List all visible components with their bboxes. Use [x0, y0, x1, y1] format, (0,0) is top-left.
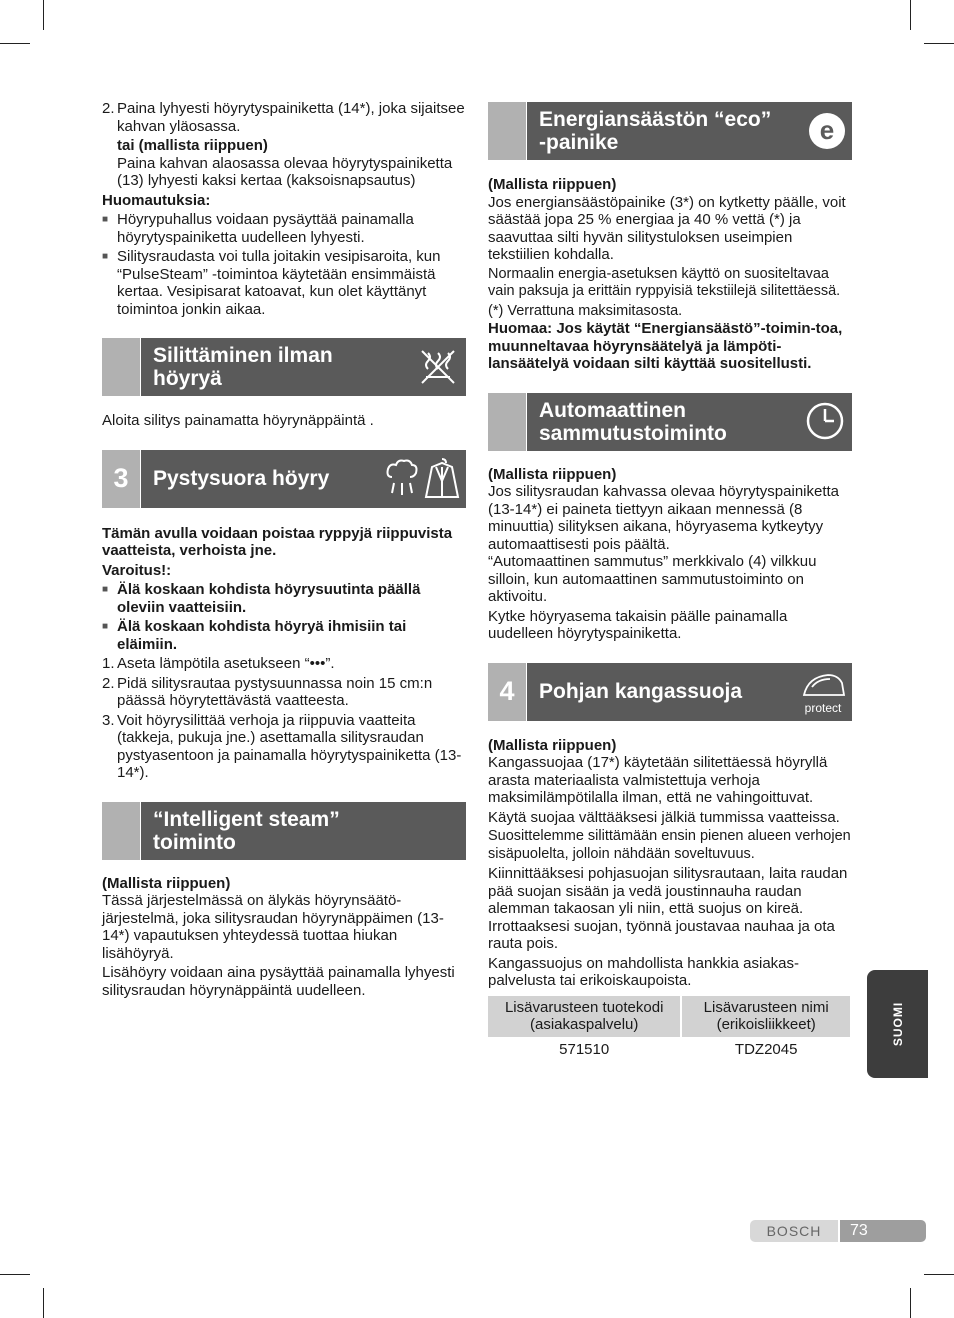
section-title: Pystysuora höyry [153, 467, 330, 490]
section-number: 4 [488, 663, 526, 721]
section-header-protect [488, 663, 852, 721]
table-cell: 571510 [559, 1040, 610, 1058]
note-text: Höyrypuhallus voidaan pysäyttää painamalla höyrytyspainiketta uudelleen lyhyesti. [117, 211, 414, 246]
step-text: Voit höyrysilittää verhoja ja riippuvia vaatteita (takkeja, pukuja jne.) asettamalla silitysraudan pystyasentoon ja painamalla höyrytyspainiketta (13-14*). [117, 711, 462, 781]
section-bar [141, 338, 466, 396]
table-row [488, 1037, 850, 1063]
auto-text: Jos silitysraudan kahvassa olevaa höyrytyspainiketta (13-14*) ei paineta tiettyyn aikaan mennessä (8 minuuttia) silityksen aikana, höyryasema kytkeytyy automaattisesti pois päältä. [488, 483, 840, 553]
bullet-icon: ■ [102, 584, 109, 595]
step-number: 3. [102, 711, 115, 729]
protect-text: Kangassuojus on mahdollista hankkia asiakas-palvelusta tai erikoiskaupoista. [488, 954, 800, 989]
note-item [102, 248, 466, 318]
protect-text: Suosittelemme silittämään ensin pienen alueen verhojen sisäpuolelta, jolloin nähdään soveltuvuus. [488, 828, 851, 862]
notes-heading: Huomautuksia: [102, 191, 211, 209]
section-title: Energiansäästön “eco” -painike [539, 108, 772, 154]
section-title: Pohjan kangassuoja [539, 680, 743, 703]
accessory-table [486, 996, 852, 1063]
brand-label: BOSCH [750, 1220, 838, 1242]
section-bar [141, 450, 466, 508]
step-item [102, 675, 466, 710]
warning-item [102, 618, 466, 653]
section-tab [488, 393, 526, 451]
protect-icon-label: protect [804, 700, 842, 715]
clock-icon [804, 400, 846, 442]
right-column [488, 102, 852, 1062]
step-item [102, 712, 466, 782]
table-header-cell: Lisävarusteen nimi (erikoisliikkeet) [682, 996, 850, 1037]
crop-mark [924, 1274, 954, 1275]
model-note: (Mallista riippuen) [102, 874, 231, 892]
crop-mark [0, 43, 30, 44]
step-item [102, 100, 466, 135]
jacket-icon [424, 457, 460, 501]
intelligent-text: Tässä järjestelmässä on älykäs höyrynsäätö-järjestelmä, joka silitysraudan höyrynäppäimen (13-14*) vapautuksen yhteydessä tuottaa hiukan lisähöyryä. [102, 892, 444, 962]
model-note: (Mallista riippuen) [488, 176, 617, 193]
section-header-eco [488, 102, 852, 160]
section-header-dry [102, 338, 466, 396]
section-title: Automaattinen sammutustoiminto [539, 398, 727, 445]
step-alt-text: Paina kahvan alaosassa olevaa höyrytyspainiketta (13) lyhyesti kaksi kertaa (kaksoisnapsautus) [117, 154, 453, 189]
warning-text: Älä koskaan kohdista höyrysuutinta päällä oleviin vaatteisiin. [117, 581, 421, 616]
eco-icon [808, 112, 846, 150]
protect-icon [798, 669, 848, 717]
auto-text: “Automaattinen sammutus” merkkivalo (4) vilkkuu silloin, kun automaattinen sammutustoiminto on aktivoitu. [488, 553, 817, 605]
bullet-icon: ■ [102, 621, 109, 632]
eco-text: Normaalin energia-asetuksen käyttö on suositeltavaa vain paksuja ja erittäin ryppyisiä tekstiilejä silitettäessä. [488, 265, 841, 299]
step-item [102, 655, 466, 673]
iron-icon [798, 669, 848, 701]
dry-text: Aloita silitys painamatta höyrynäppäintä . [102, 412, 374, 429]
note-item [102, 211, 466, 246]
table-cell: TDZ2045 [734, 1040, 798, 1058]
model-note: tai (mallista riippuen) [117, 137, 268, 154]
auto-text: Kytke höyryasema takaisin päälle painamalla uudelleen höyrytyspainiketta. [488, 607, 788, 642]
step-number: 2. [102, 674, 115, 692]
crop-mark [43, 1288, 44, 1318]
bullet-icon: ■ [102, 251, 109, 262]
vertical-intro: Tämän avulla voidaan poistaa ryppyjä riippuvista vaatteista, verhoista jne. [102, 524, 453, 559]
crop-mark [43, 0, 44, 30]
section-title: Silittäminen ilman höyryä [153, 344, 333, 390]
bullet-icon: ■ [102, 214, 109, 225]
table-header-row [488, 996, 850, 1037]
section-header-vertical [102, 450, 466, 508]
svg-text:e: e [819, 115, 835, 145]
page-footer [750, 1220, 926, 1242]
section-header-auto [488, 393, 852, 451]
eco-footnote: (*) Verrattuna maksimitasosta. [488, 302, 683, 319]
left-column [102, 100, 466, 999]
intelligent-text: Lisähöyry voidaan aina pysäyttää painamalla lyhyesti silitysraudan höyrynäppäintä uudelleen. [102, 964, 455, 999]
section-tab [102, 802, 140, 860]
warning-heading: Varoitus!: [102, 561, 172, 579]
model-note: (Mallista riippuen) [488, 736, 617, 754]
crop-mark [0, 1274, 30, 1275]
note-text: Silitysraudasta voi tulla joitakin vesipisaroita, kun “PulseSteam” -toimintoa käytetään ensimmäistä kertaa. Vesipisarat katoavat, kun olet käyttänyt toimintoa jonkin aikaa. [117, 248, 441, 318]
language-tab [867, 970, 928, 1078]
section-bar [141, 802, 466, 860]
crop-mark [924, 43, 954, 44]
step-text: Pidä silitysrautaa pystysuunnassa noin 15 cm:n päässä höyrytettävästä vaatteesta. [117, 674, 433, 709]
protect-text: Käytä suojaa välttääksesi jälkiä tummissa vaatteissa. [488, 808, 840, 826]
eco-note: Huomaa: Jos käytät “Energiansäästö”-toimin-toa, muunneltavaa höyrynsäätelyä ja lämpöti-lansäätelyä voidaan silti käyttää suositellusti. [488, 320, 843, 372]
warning-item [102, 581, 466, 616]
protect-text: Kiinnittääksesi pohjasuojan silitysrautaan, laita raudan pää suojan sisään ja vedä joustinnauha raudan alemman takaosan yli niin, että suojus on kireä. Irrottaaksesi suojan, työnnä joustavaa nauhaa ja ota rauta pois. [488, 865, 848, 952]
vertical-steam-icon [384, 457, 422, 501]
eco-text: Jos energiansäästöpainike (3*) on kytketty päälle, voit säästää jopa 25 % energiaa ja 40 % vettä (*) ja saavuttaa silti hyvän silitystuloksen useimpien tekstiilien kohdalla. [488, 193, 846, 263]
step-number: 1. [102, 655, 115, 672]
page-number: 73 [840, 1220, 926, 1242]
protect-text: Kangassuojaa (17*) käytetään silitettäessä höyryllä arasta materiaalista valmistettuja verhoja maksimilämpötilalla ilman, että ne vahingoittuvat. [488, 754, 828, 806]
step-text: Aseta lämpötila asetukseen “•••”. [117, 655, 335, 672]
crop-mark [910, 0, 911, 30]
section-number: 3 [102, 450, 140, 508]
section-tab [488, 102, 526, 160]
warning-text: Älä koskaan kohdista höyryä ihmisiin tai eläimiin. [117, 618, 407, 653]
section-title: “Intelligent steam” toiminto [153, 807, 340, 854]
section-bar [527, 393, 852, 451]
no-steam-icon [416, 345, 460, 389]
model-note: (Mallista riippuen) [488, 465, 617, 483]
section-bar [527, 102, 852, 160]
step-text: Paina lyhyesti höyrytyspainiketta (14*), joka sijaitsee kahvan yläosassa. [117, 100, 465, 135]
table-header-cell: Lisävarusteen tuotekodi (asiakaspalvelu) [488, 996, 680, 1037]
language-label: SUOMI [890, 1001, 905, 1047]
section-tab [102, 338, 140, 396]
crop-mark [910, 1288, 911, 1318]
step-number: 2. [102, 100, 115, 117]
section-header-intelligent [102, 802, 466, 860]
section-bar [527, 663, 852, 721]
